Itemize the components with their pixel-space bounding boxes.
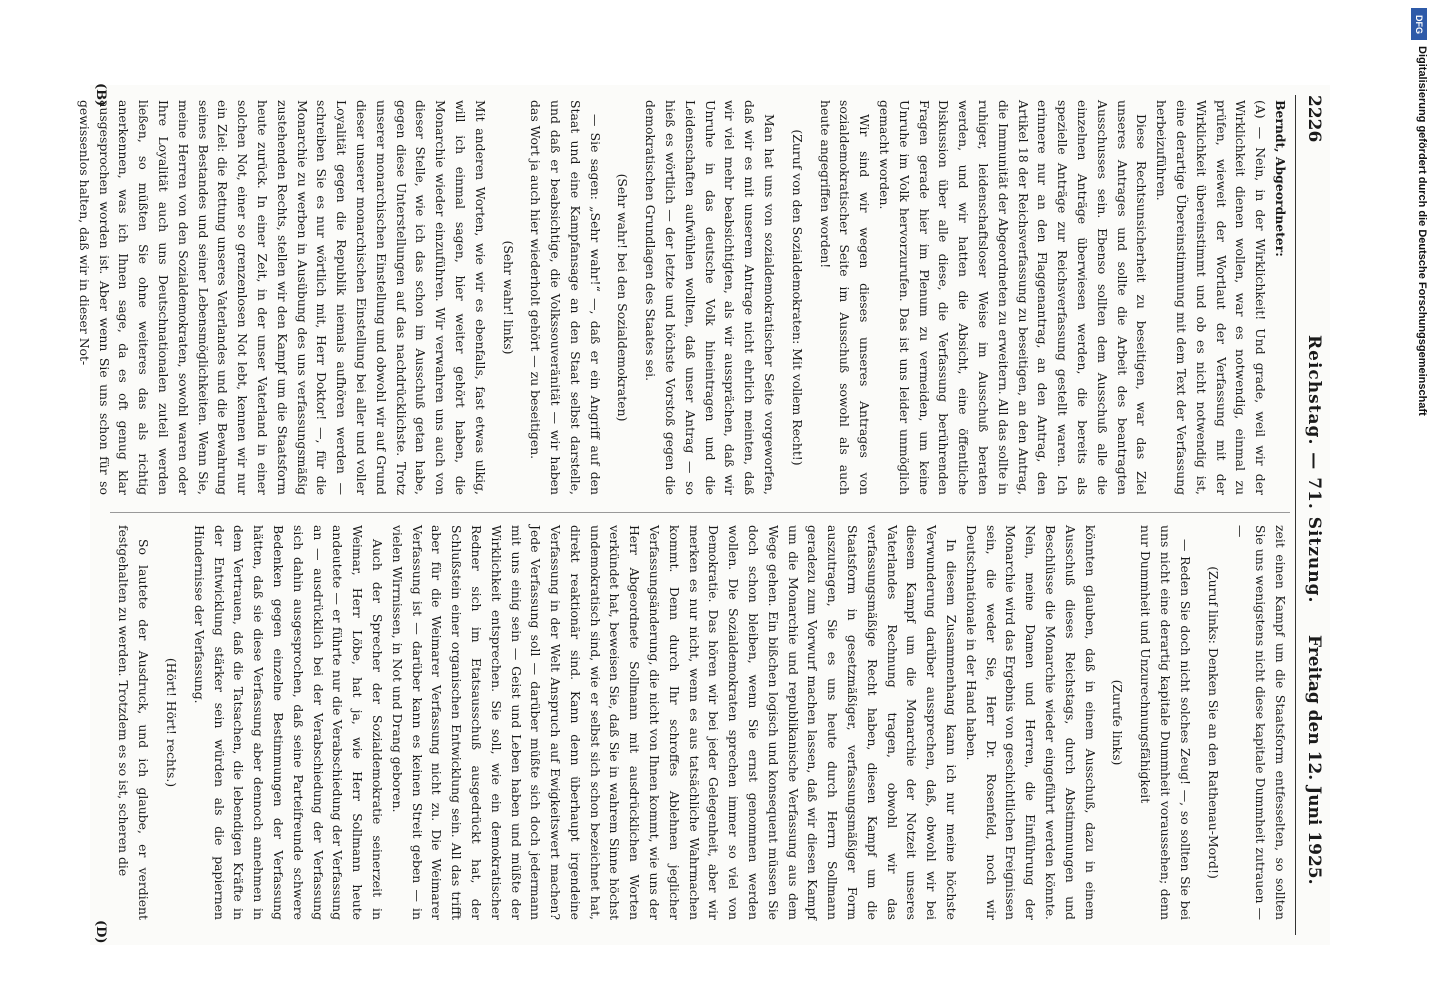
left-paragraph-5: — Sie sagen: „Sehr wahr!“ —, daß er ein Angriff auf den Staat und eine Kampfansage an den Staat selbst darstelle, und daß er beabsichtige, die Volkssouveränität — wir haben das Wort ja auch hier wiederholt gehört — zu beseitigen. <box>528 100 603 495</box>
session-title: Reichstag. — 71. Sitzung. <box>1304 335 1324 604</box>
right-paragraph-6: So lautete der Ausdruck, und ich glaube, er verdient festgehalten zu werden. Trotzdem es so ist, scheren die <box>116 525 152 920</box>
right-paragraph-3: könnten glauben, daß in einem Ausschuß, dazu in einem Ausschuß dieses Reichstags, durch Abstimmungen und Beschlüsse die Monarchie wieder eingeführt werden könnte. Nein, meine Damen und Herren, die Einführung der Monarchie wird das Ergebnis von geschichtlichen Ereignissen sein, die weder Sie, Herr Dr. Rosenfeld, noch wir Deutschnationale in der Hand haben. <box>963 525 1098 920</box>
page-header <box>1298 95 1324 935</box>
left-interjection-3: (Sehr wahr! links) <box>500 240 516 355</box>
left-paragraph-3: Wir sind wir wegen dieses unseres Antrages von sozialdemokratischer Seite im Ausschuß sowohl als auch heute angegriffen worden! <box>817 100 873 495</box>
speaker-name: Berndt, Abgeordneter: <box>1273 100 1288 257</box>
session-date: Freitag den 12. Juni 1925. <box>1304 635 1324 885</box>
right-paragraph-2: — Reden Sie doch nicht solches Zeug! —, so sollten Sie bei uns nicht eine derartig kapitale Dummheit voraussehen; denn nur Dummheit und Unzurechnungsfähigkeit <box>1138 525 1193 920</box>
header-rule <box>1295 95 1296 935</box>
right-interjection-3: (Hört! Hört! rechts.) <box>163 657 179 788</box>
right-interjection-2: (Zurufe links) <box>1110 679 1126 766</box>
right-interjection-1: (Zuruf links: Denken Sie an den Rathenau-Mord!) <box>1205 566 1221 879</box>
column-separator <box>110 512 1290 513</box>
left-column <box>76 100 1290 495</box>
digitization-notice: Digitalisierung gefördert durch die Deutsche Forschungsgemeinschaft <box>1416 46 1428 416</box>
left-paragraph-2: Diese Rechtsunsicherheit zu beseitigen, war das Ziel unseres Antrages und sollte die Arbeit des beantragten Ausschusses sein. Ebenso sollten dem Ausschuß alle die einzelnen Anträge überwiesen werden, die bereits als spezielle Anträge zur Reichsverfassung gestellt waren. Ich erinnere nur an den Flaggenantrag, an den Antrag, den Artikel 18 der Reichsverfassung zu beseitigen, an den Antrag, die Immunität der Abgeordneten zu erweitern. All das sollte in ruhiger, leidenschaftsloser Weise im Ausschuß beraten werden, und wir hatten die Absicht, eine öffentliche Diskussion über alle diese, die Verfassung berührenden Fragen gerade hier im Plenum zu vermeiden, um keine Unruhe im Volk hervorzurufen. Das ist uns leider unmöglich gemacht worden. <box>877 100 1150 495</box>
margin-mark-d: (D) <box>93 920 108 944</box>
rotated-document-page <box>76 83 1330 945</box>
right-column <box>105 525 1290 920</box>
left-paragraph-1: (A) — Nein, in der Wirklichkeit! Und grade, weil wir der Wirklichkeit dienen wollen, war es notwendig, einmal zu prüfen, wieweit der Wortlaut der Verfassung mit der Wirklichkeit übereinstimmt und ob es nicht notwendig ist, eine derartige Übereinstimmung mit dem Text der Verfassung herbeizuführen. <box>1154 100 1269 495</box>
left-interjection-2: (Sehr wahr! bei den Sozialdemokraten) <box>615 173 631 422</box>
dfg-logo: DFG <box>1411 8 1427 40</box>
left-paragraph-4: Man hat uns von sozialdemokratischer Seite vorgeworfen, daß wir es mit unserem Antrage nicht ehrlich meinten, daß wir viel mehr beabsichtigten, als wir aussprächen, daß wir Unruhe in das deutsche Volk hineintragen und die Leidenschaften aufwühlen wollten, daß unser Antrag — so hieß es wörtlich — der letzte und höchste Vorstoß gegen die demokratischen Grundlagen des Staates sei. <box>643 100 778 495</box>
page-number: 2226 <box>1304 95 1324 143</box>
right-paragraph-4: In diesem Zusammenhang kann ich nur meine höchste Verwunderung darüber aussprechen, daß, obwohl wir bei diesem Kampf um die Monarchie der Notzeit unseres Vaterlandes Rechnung tragen, obwohl wir das verfassungsmäßige Recht haben, diesen Kampf um die Staatsform in gesetzmäßiger, verfassungsmäßiger Form auszutragen, Sie es uns heute durch Herrn Sollmann geradezu zum Vorwurf machen lassen, daß wir diesen Kampf um die Monarchie und republikanische Verfassung aus dem Wege gehen. Ein bißchen logisch und konsequent müssen Sie doch schon bleiben, wenn Sie ernst genommen werden wollen. Die Sozialdemokraten sprechen immer so viel von Demokratie. Das hören wir bei jeder Gelegenheit, aber wir merken es nur nicht, wenn es aus tatsächliche Wahrmachen kommt. Denn durch Ihr schroffes Ablehnen jeglicher Verfassungsänderung, die nicht von Ihnen kommt, wie uns der Herr Abgeordnete Sollmann mit ausdrücklichen Worten verkündet hat, beweisen Sie, daß Sie in wahrem Sinne höchst undemokratisch sind, wie er selbst sich schon bezeichnet hat, direkt reaktionär sind. Kann denn überhaupt irgendeine Verfassung in der Welt Anspruch auf Ewigkeitswert machen? Jede Verfassung soll — darüber müßte sich doch jedermann mit uns einig sein — Geist und Leben haben und müßte der Wirklichkeit entsprechen. Sie soll, wie ein demokratischer Redner sich im Etatsausschuß ausgedrückt hat, der Schlußstein einer organischen Entwicklung sein. All das trifft aber für die Weimarer Verfassung nicht zu. Die Weimarer Verfassung ist — darüber kann es keinen Streit geben — in vielen Wirrnissen, in Not und Drang geboren. <box>389 525 960 920</box>
left-paragraph-6: Mit anderen Worten, wie wir es ebenfalls, fast etwas ulkig, will ich einmal sagen, hier weiter gehört haben, die Monarchie wieder einzuführen. Wir verwahren uns auch von dieser Stelle, wie ich das schon im Ausschuß getan habe, gegen diese Unterstellungen auf das nachdrücklichste. Trotz unserer monarchischen Einstellung und obwohl wir auf Grund dieser unserer monarchischen Einstellung bei aller und voller Loyalität gegen die Republik niemals aufhören werden — schreiben Sie es nur wörtlich mit, Herr Doktor! —, für die Monarchie zu werben in Ausübung des uns verfassungsmäßig zustehenden Rechts, stellen wir den Kampf um die Staatsform heute zurück. In einer Zeit, in der unser Vaterland in einer solchen Not, einer so grenzenlosen Not lebt, kennen wir nur ein Ziel: die Rettung unseres Vaterlandes und die Bewahrung seines Bestandes und seiner Lebensmöglichkeiten. Wenn Sie, meine Herren von den Sozialdemokraten, sowohl waren oder Ihre Loyalität auch uns Deutschnationalen zuteil werden ließen, so müßten Sie ohne weiteres das als richtig anerkennen, was ich Ihnen sage, da es oft genug klar ausgesprochen worden ist. Aber wenn Sie uns schon für so gewissenlos halten, daß wir in dieser Not- <box>76 100 488 495</box>
right-paragraph-5: Auch der Sprecher der Sozialdemokratie seinerzeit in Weimar, Herr Löbe, hat ja, wie Herr Sollmann heute andeutete — er führte nur die Verabschiedung der Verfassung an — ausdrücklich bei der Verabschiedung der Verfassung sich dahin ausgesprochen, daß seine Parteifreunde schwere Bedenken gegen einzelne Bestimmungen der Verfassung hätten, daß sie diese Verfassung aber dennoch annehmen in dem Vertrauen, daß die Tatsachen, die lebendigen Kräfte in der Entwicklung stärker sein würden als die papiernen Hindernisse der Verfassung. <box>191 525 385 920</box>
left-interjection-1: (Zuruf von den Sozialdemokraten: Mit vollem Recht!) <box>789 129 805 466</box>
margin-mark-b: (B) <box>93 83 108 107</box>
right-paragraph-1: zeit einen Kampf um die Staatsform entfesselten, so sollten Sie uns wenigstens nicht diese kapitale Dummheit zutrauen — — <box>1233 525 1288 920</box>
